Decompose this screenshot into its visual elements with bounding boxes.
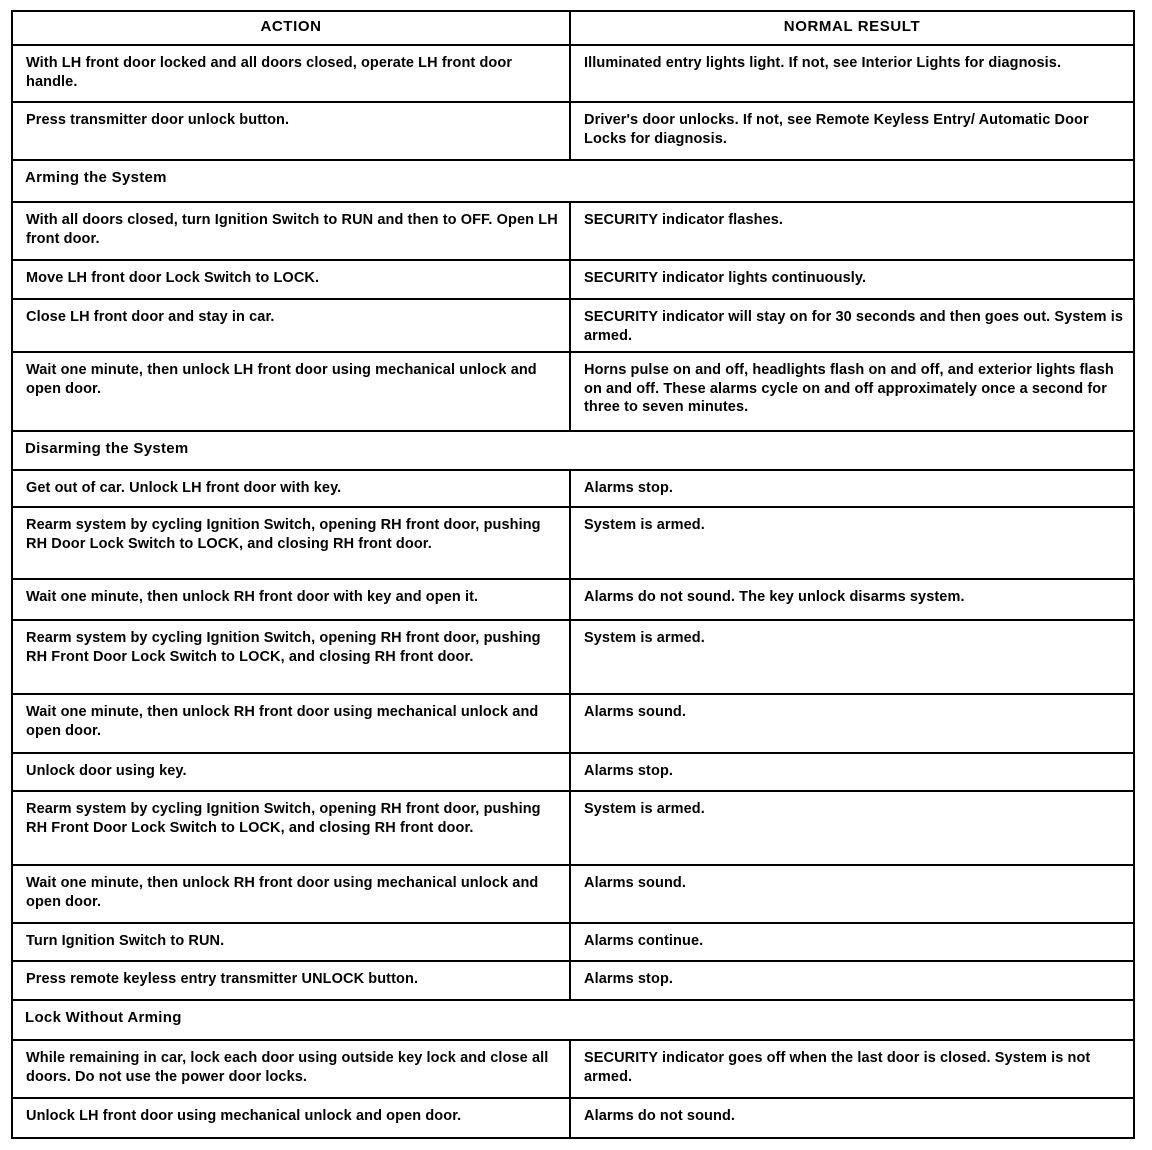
table-row bbox=[12, 102, 1134, 160]
table-row bbox=[12, 694, 1134, 753]
table-row bbox=[12, 260, 1134, 299]
action-cell: Wait one minute, then unlock RH front door using mechanical unlock and open door. bbox=[12, 865, 570, 923]
table-row bbox=[12, 865, 1134, 923]
normal-result-cell: Horns pulse on and off, headlights flash on and off, and exterior lights flash on and off. These alarms cycle on and off approximately once a second for three to seven minutes. bbox=[570, 352, 1134, 431]
action-cell: With all doors closed, turn Ignition Switch to RUN and then to OFF. Open LH front door. bbox=[12, 202, 570, 260]
normal-result-cell: System is armed. bbox=[570, 620, 1134, 694]
column-header-normal-result: NORMAL RESULT bbox=[570, 11, 1134, 45]
normal-result-cell: Alarms stop. bbox=[570, 961, 1134, 1000]
action-cell: Close LH front door and stay in car. bbox=[12, 299, 570, 352]
section-row bbox=[12, 160, 1134, 202]
table-row bbox=[12, 1098, 1134, 1138]
normal-result-cell: Alarms stop. bbox=[570, 753, 1134, 791]
normal-result-cell: Illuminated entry lights light. If not, see Interior Lights for diagnosis. bbox=[570, 45, 1134, 102]
normal-result-cell: Alarms do not sound. The key unlock disarms system. bbox=[570, 579, 1134, 620]
action-cell: Press transmitter door unlock button. bbox=[12, 102, 570, 160]
section-heading: Arming the System bbox=[12, 160, 1134, 202]
section-heading: Lock Without Arming bbox=[12, 1000, 1134, 1040]
normal-result-cell: SECURITY indicator flashes. bbox=[570, 202, 1134, 260]
normal-result-cell: Driver's door unlocks. If not, see Remote Keyless Entry/ Automatic Door Locks for diagnosis. bbox=[570, 102, 1134, 160]
action-cell: Move LH front door Lock Switch to LOCK. bbox=[12, 260, 570, 299]
table-row bbox=[12, 620, 1134, 694]
diagnostic-table bbox=[11, 10, 1135, 1139]
normal-result-cell: SECURITY indicator lights continuously. bbox=[570, 260, 1134, 299]
normal-result-cell: Alarms stop. bbox=[570, 470, 1134, 507]
normal-result-cell: SECURITY indicator will stay on for 30 seconds and then goes out. System is armed. bbox=[570, 299, 1134, 352]
table-row bbox=[12, 579, 1134, 620]
table-header-row bbox=[12, 11, 1134, 45]
table-row bbox=[12, 45, 1134, 102]
table-row bbox=[12, 961, 1134, 1000]
normal-result-cell: System is armed. bbox=[570, 791, 1134, 865]
section-row bbox=[12, 1000, 1134, 1040]
action-cell: Wait one minute, then unlock RH front door using mechanical unlock and open door. bbox=[12, 694, 570, 753]
normal-result-cell: SECURITY indicator goes off when the last door is closed. System is not armed. bbox=[570, 1040, 1134, 1098]
action-cell: Rearm system by cycling Ignition Switch, opening RH front door, pushing RH Door Lock Switch to LOCK, and closing RH front door. bbox=[12, 507, 570, 579]
table-row bbox=[12, 470, 1134, 507]
action-cell: Turn Ignition Switch to RUN. bbox=[12, 923, 570, 961]
table-body bbox=[12, 45, 1134, 1138]
action-cell: Rearm system by cycling Ignition Switch, opening RH front door, pushing RH Front Door Lock Switch to LOCK, and closing RH front door. bbox=[12, 791, 570, 865]
table-row bbox=[12, 299, 1134, 352]
column-header-action: ACTION bbox=[12, 11, 570, 45]
normal-result-cell: Alarms continue. bbox=[570, 923, 1134, 961]
action-cell: Unlock LH front door using mechanical unlock and open door. bbox=[12, 1098, 570, 1138]
table-row bbox=[12, 352, 1134, 431]
action-cell: Wait one minute, then unlock RH front door with key and open it. bbox=[12, 579, 570, 620]
table-row bbox=[12, 753, 1134, 791]
table-row bbox=[12, 1040, 1134, 1098]
action-cell: Rearm system by cycling Ignition Switch, opening RH front door, pushing RH Front Door Lock Switch to LOCK, and closing RH front door. bbox=[12, 620, 570, 694]
normal-result-cell: Alarms sound. bbox=[570, 865, 1134, 923]
action-cell: Wait one minute, then unlock LH front door using mechanical unlock and open door. bbox=[12, 352, 570, 431]
table-row bbox=[12, 791, 1134, 865]
table-row bbox=[12, 202, 1134, 260]
table-row bbox=[12, 507, 1134, 579]
action-cell: Get out of car. Unlock LH front door with key. bbox=[12, 470, 570, 507]
section-row bbox=[12, 431, 1134, 470]
action-cell: Unlock door using key. bbox=[12, 753, 570, 791]
normal-result-cell: Alarms do not sound. bbox=[570, 1098, 1134, 1138]
normal-result-cell: Alarms sound. bbox=[570, 694, 1134, 753]
action-cell: Press remote keyless entry transmitter UNLOCK button. bbox=[12, 961, 570, 1000]
table-row bbox=[12, 923, 1134, 961]
action-cell: While remaining in car, lock each door using outside key lock and close all doors. Do not use the power door locks. bbox=[12, 1040, 570, 1098]
section-heading: Disarming the System bbox=[12, 431, 1134, 470]
normal-result-cell: System is armed. bbox=[570, 507, 1134, 579]
action-cell: With LH front door locked and all doors closed, operate LH front door handle. bbox=[12, 45, 570, 102]
